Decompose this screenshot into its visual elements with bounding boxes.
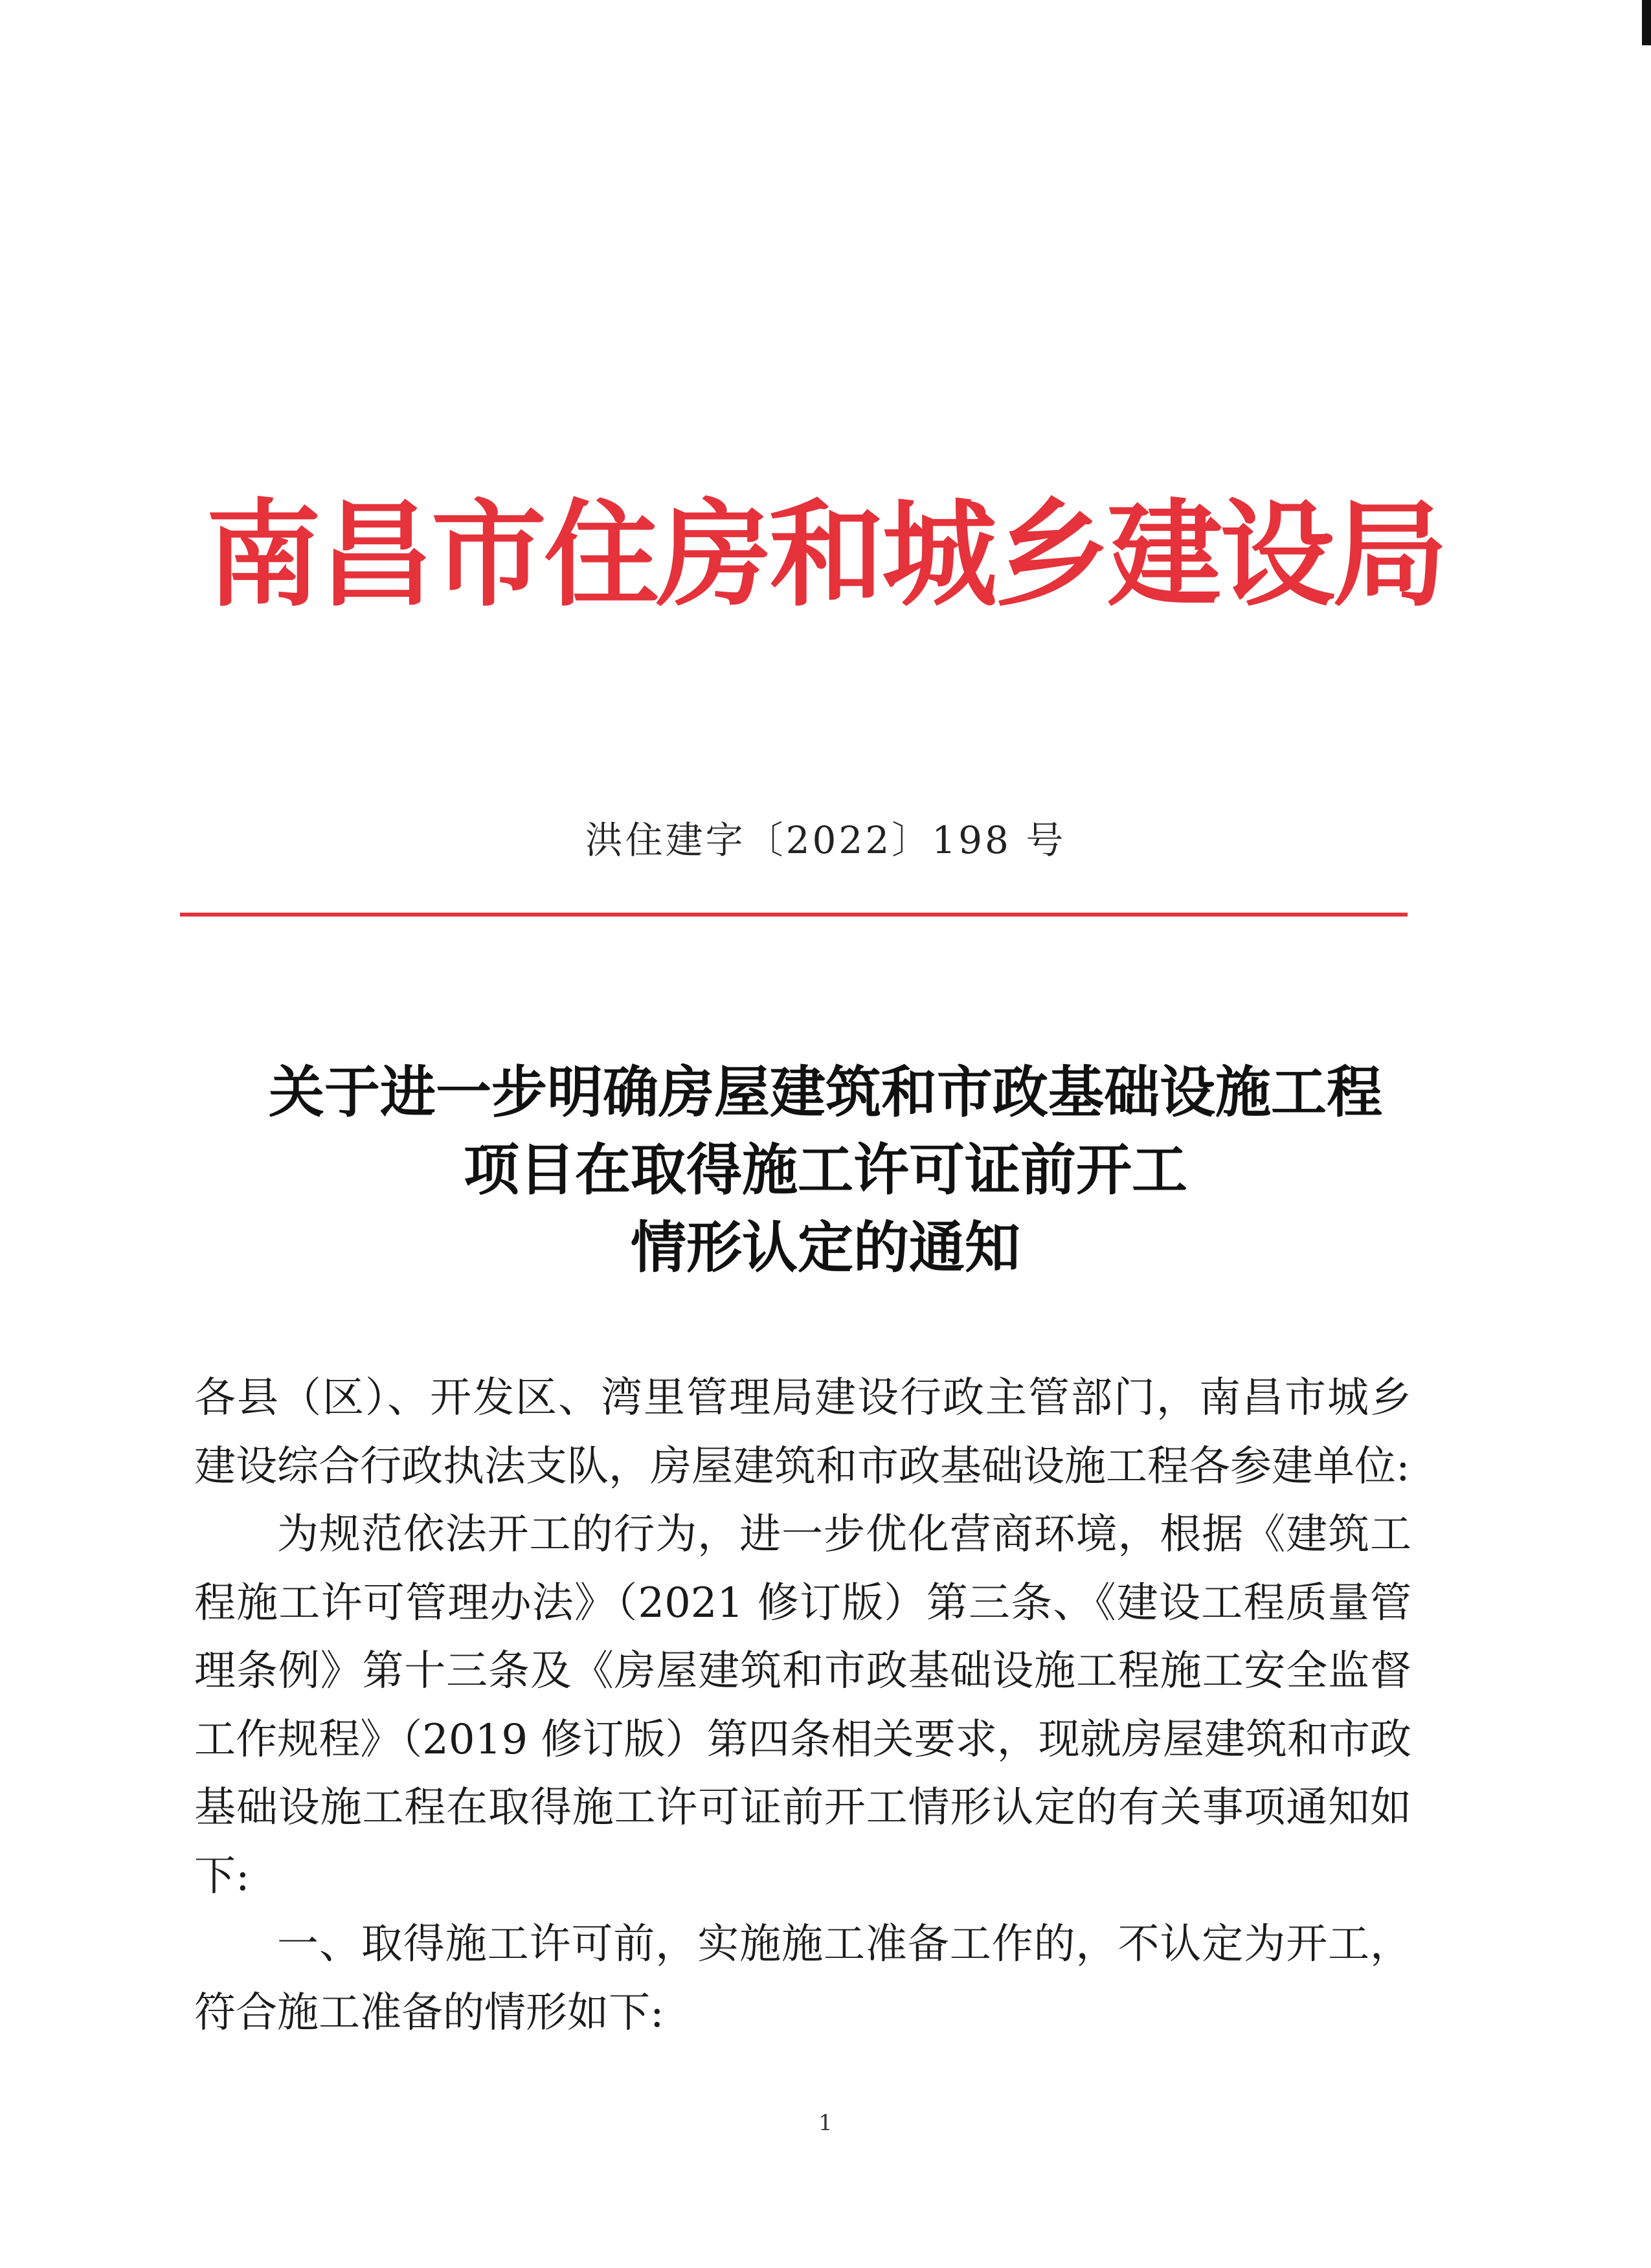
addressee: 各县（区）、开发区、湾里管理局建设行政主管部门，南昌市城乡建设综合行政执法支队，房屋建筑和市政基础设施工程各参建单位: [194, 1374, 1411, 1491]
document-number: 洪住建字〔2022〕198 号 [585, 818, 1066, 862]
notice-title [0, 1054, 1651, 1287]
notice-title-line-2: 项目在取得施工许可证前开工 [464, 1137, 1187, 1203]
red-divider-line [180, 913, 1408, 917]
agency-header: 南昌市住房和城乡建设局 [206, 488, 1445, 622]
scan-edge-mark [1642, 0, 1651, 45]
body-paragraph-1: 为规范依法开工的行为，进一步优化营商环境，根据《建筑工程施工许可管理办法》（2021 修订版）第三条、《建设工程质量管理条例》第十三条及《房屋建筑和市政基础设施工程施工安全监督工作规程》（2019 修订版）第四条相关要求，现就房屋建筑和市政基础设施工程在取得施工许可证前开工情形认定的有关事项通知如下: [194, 1511, 1411, 1900]
notice-title-line-1: 关于进一步明确房屋建筑和市政基础设施工程 [269, 1060, 1382, 1125]
body-paragraph-2: 一、取得施工许可前，实施施工准备工作的，不认定为开工，符合施工准备的情形如下: [194, 1920, 1411, 2037]
page-number: 1 [818, 2110, 833, 2136]
notice-title-line-3: 情形认定的通知 [631, 1215, 1020, 1280]
notice-body [194, 1364, 1411, 2047]
